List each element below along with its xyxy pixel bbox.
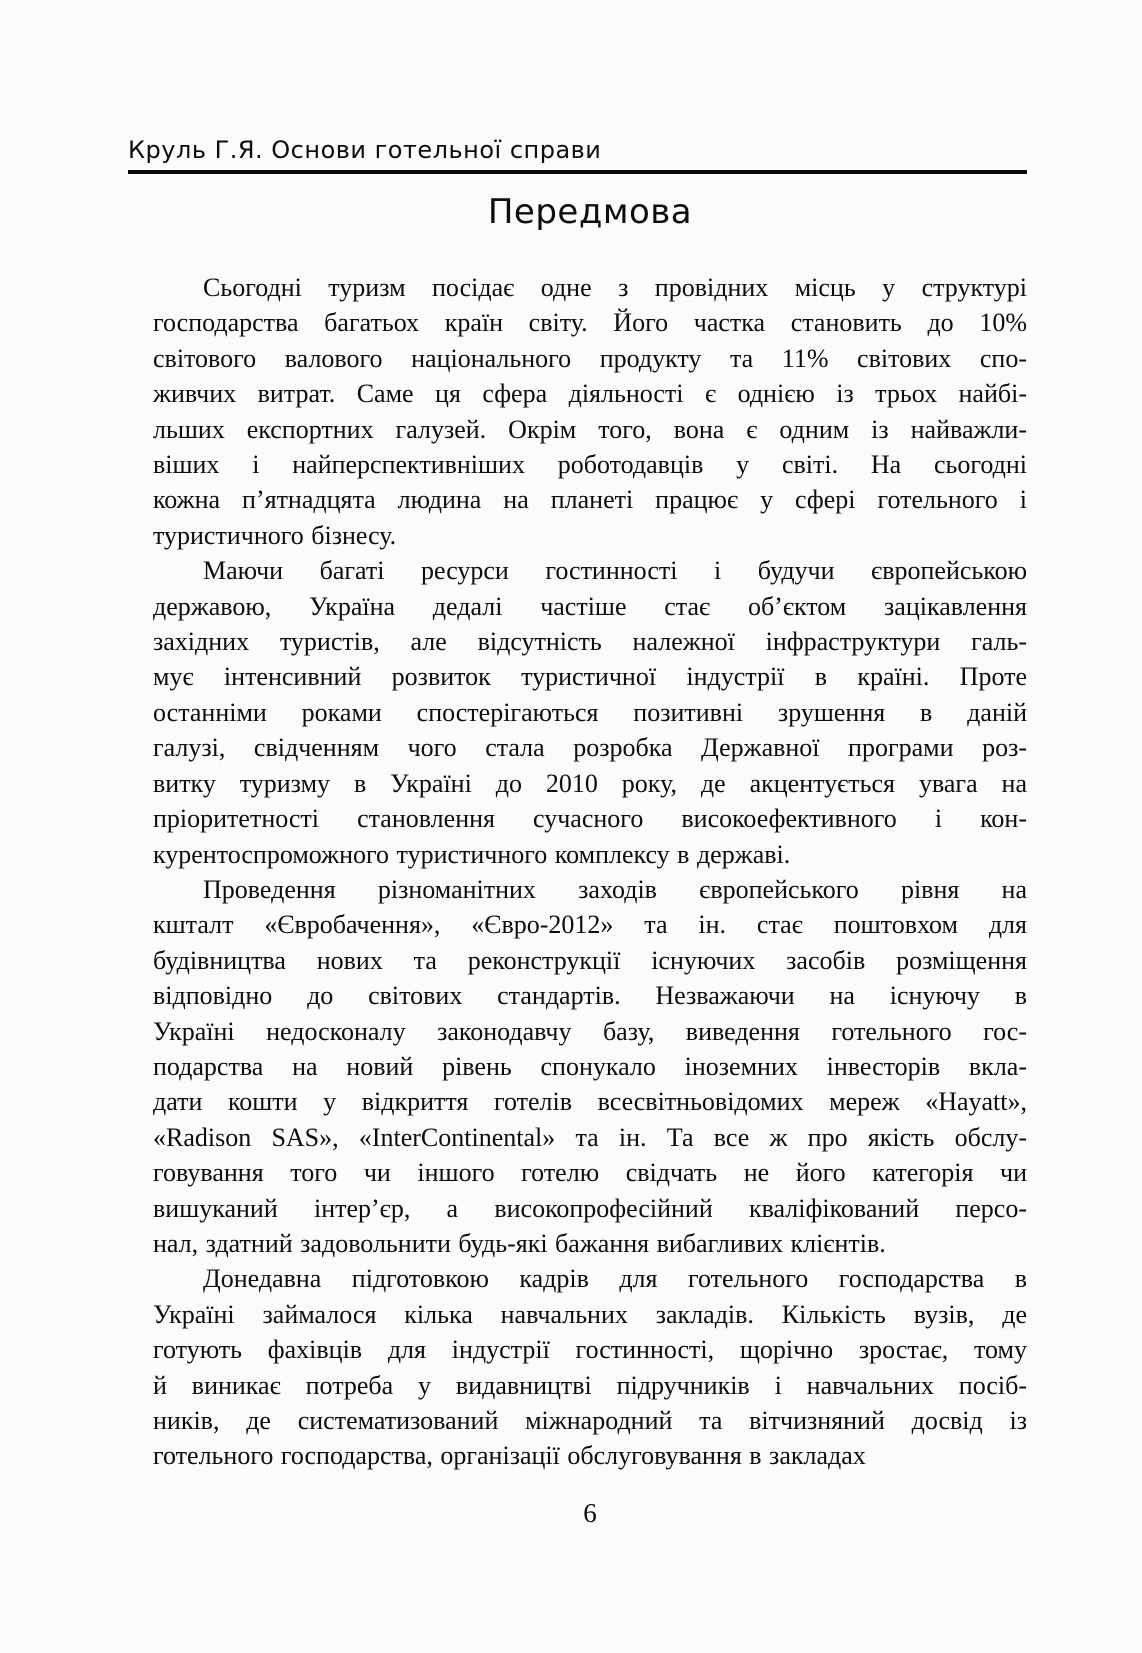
running-header <box>128 136 1027 174</box>
text-line: Україні займалося кілька навчальних закладів. Кількість вузів, де <box>153 1299 1027 1329</box>
text-line: «Radison SAS», «InterContinental» та ін. Та все ж про якість обслу- <box>153 1122 1027 1152</box>
text-line: нал, здатний задовольнити будь-які бажання вибагливих клієнтів. <box>153 1228 886 1258</box>
text-line: Проведення різноманітних заходів європейського рівня на <box>203 874 1027 904</box>
text-line: ників, де систематизований міжнародний та вітчизняний досвід із <box>153 1406 1027 1435</box>
text-line: кшталт «Євробачення», «Євро-2012» та ін. стає поштовхом для <box>153 910 1027 940</box>
chapter-title: Передмова <box>487 192 693 232</box>
text-line: державою, Україна дедалі частіше стає об’єктом зацікавлення <box>153 591 1027 621</box>
text-line: відповідно до світових стандартів. Незважаючи на існуючу в <box>153 981 1027 1011</box>
text-line: вишуканий інтер’єр, а високопрофесійний кваліфікований персо- <box>153 1193 1027 1223</box>
text-line: Маючи багаті ресурси гостинності і будучи європейською <box>203 556 1027 586</box>
running-header-text: Круль Г.Я. Основи готельної справи <box>128 136 602 164</box>
body-text <box>153 270 1027 1474</box>
text-line: курентоспроможного туристичного комплексу в державі. <box>153 839 791 869</box>
text-line: готують фахівців для індустрії гостинності, щорічно зростає, тому <box>153 1335 1027 1365</box>
text-line: й виникає потреба у видавництві підручників і навчальних посіб- <box>153 1370 1027 1400</box>
text-line: витку туризму в Україні до 2010 року, де акцентується увага на <box>153 768 1027 798</box>
text-line: Україні недосконалу законодавчу базу, виведення готельного гос- <box>153 1016 1027 1046</box>
text-line: будівництва нових та реконструкції існуючих засобів розміщення <box>153 945 1027 975</box>
page-number: 6 <box>583 1498 597 1528</box>
text-line: кожна п’ятнадцята людина на планеті працює у сфері готельного і <box>153 485 1027 515</box>
text-line: мує інтенсивний розвиток туристичної індустрії в країні. Проте <box>153 662 1027 692</box>
text-line: світового валового національного продукту та 11% світових спо- <box>153 343 1027 373</box>
text-line: західних туристів, але відсутність належної інфраструктури галь- <box>153 627 1027 657</box>
text-line: галузі, свідченням чого стала розробка Державної програми роз- <box>153 733 1027 763</box>
text-line: подарства на новий рівень спонукало іноземних інвесторів вкла- <box>153 1051 1027 1081</box>
text-line: говування того чи іншого готелю свідчать не його категорія чи <box>153 1158 1027 1188</box>
text-line: останніми роками спостерігаються позитивні зрушення в даній <box>153 697 1027 727</box>
text-line: господарства багатьох країн світу. Його частка становить до 10% <box>153 308 1027 338</box>
text-line: віших і найперспективніших роботодавців у світі. На сьогодні <box>153 450 1027 480</box>
text-line: Донедавна підготовкою кадрів для готельного господарства в <box>203 1264 1027 1294</box>
text-line: льших експортних галузей. Окрім того, вона є одним із найважли- <box>153 414 1027 444</box>
text-line: туристичного бізнесу. <box>153 520 397 550</box>
text-line: пріоритетності становлення сучасного високоефективного і кон- <box>153 804 1027 834</box>
text-line: живчих витрат. Саме ця сфера діяльності є однією із трьох найбі- <box>153 379 1027 409</box>
text-line: готельного господарства, організації обслуговування в закладах <box>153 1441 866 1471</box>
text-line: Сьогодні туризм посідає одне з провідних місць у структурі <box>203 273 1027 302</box>
text-line: дати кошти у відкриття готелів всесвітньовідомих мереж «Hayatt», <box>153 1087 1027 1117</box>
